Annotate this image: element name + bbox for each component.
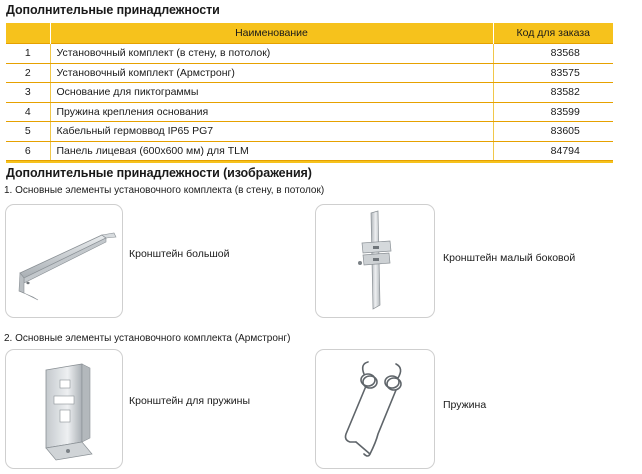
- table-row: [6, 83, 613, 103]
- accessories-table: [6, 23, 613, 163]
- row-code: 83575: [493, 63, 613, 83]
- row-name: Установочный комплект (в стену, в потолок): [50, 44, 493, 64]
- table-row: [6, 141, 613, 161]
- large-bracket-icon: [6, 205, 122, 317]
- accessories-title: Дополнительные принадлежности: [6, 3, 220, 17]
- row-code: 83568: [493, 44, 613, 64]
- header-name: Наименование: [50, 23, 493, 44]
- large-bracket-image: [5, 204, 123, 318]
- row-number: 1: [6, 44, 50, 64]
- row-code: 83599: [493, 102, 613, 122]
- row-number: 2: [6, 63, 50, 83]
- table-header-row: [6, 23, 613, 44]
- group-heading-wall-ceiling: 1. Основные элементы установочного комплекта (в стену, в потолок): [4, 185, 325, 196]
- row-number: 5: [6, 122, 50, 142]
- spring-icon: [316, 350, 434, 468]
- row-number: 6: [6, 141, 50, 161]
- row-name: Кабельный гермоввод IP65 PG7: [50, 122, 493, 142]
- row-number: 4: [6, 102, 50, 122]
- row-code: 83582: [493, 83, 613, 103]
- table-row: [6, 122, 613, 142]
- table-row: [6, 63, 613, 83]
- small-side-bracket-image: [315, 204, 435, 318]
- large-bracket-caption: Кронштейн большой: [129, 248, 230, 260]
- row-name: Установочный комплект (Армстронг): [50, 63, 493, 83]
- row-number: 3: [6, 83, 50, 103]
- table-row: [6, 44, 613, 64]
- group-heading-armstrong: 2. Основные элементы установочного комплекта (Армстронг): [4, 333, 291, 344]
- small-side-bracket-icon: [316, 205, 434, 317]
- images-title: Дополнительные принадлежности (изображения): [6, 166, 312, 180]
- row-code: 83605: [493, 122, 613, 142]
- spring-bracket-icon: [6, 350, 122, 468]
- row-name: Панель лицевая (600x600 мм) для TLM: [50, 141, 493, 161]
- small-side-bracket-caption: Кронштейн малый боковой: [443, 252, 576, 264]
- row-code: 84794: [493, 141, 613, 161]
- spring-image: [315, 349, 435, 469]
- spring-bracket-image: [5, 349, 123, 469]
- table-bottom-bar: [6, 161, 613, 164]
- table-row: [6, 102, 613, 122]
- row-name: Пружина крепления основания: [50, 102, 493, 122]
- spring-bracket-caption: Кронштейн для пружины: [129, 395, 250, 407]
- header-code: Код для заказа: [493, 23, 613, 44]
- header-number: [6, 23, 50, 44]
- spring-caption: Пружина: [443, 399, 487, 411]
- row-name: Основание для пиктограммы: [50, 83, 493, 103]
